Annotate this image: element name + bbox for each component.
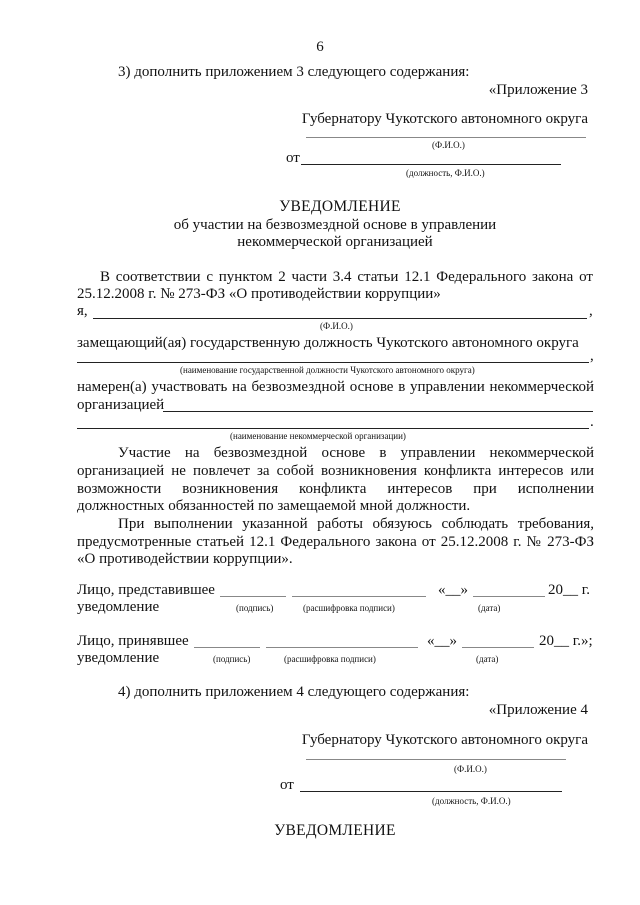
sig2-decoding-caption: (расшифровка подписи) [284, 654, 376, 664]
para2-line4: должностных обязанностей по замещаемой мной должности. [77, 498, 471, 514]
para2-line1: Участие на безвозмездной основе в управлении некоммерческой [118, 445, 594, 461]
sig2-month-line [462, 647, 534, 648]
comma-after-position: , [590, 348, 594, 364]
sig1-signature-caption: (подпись) [236, 603, 274, 613]
para1-line1: В соответствии с пунктом 2 части 3.4 статьи 12.1 Федерального закона от [100, 269, 593, 285]
from-label: от [286, 150, 300, 166]
occupying-position-text: замещающий(ая) государственную должность Чукотского автономного округа [77, 335, 579, 351]
sig2-label-line2: уведомление [77, 650, 160, 666]
notice-title: УВЕДОМЛЕНИЕ [279, 198, 401, 215]
sig1-decoding-caption: (расшифровка подписи) [303, 603, 395, 613]
sig2-decoding-line [266, 647, 418, 648]
item4-intro: 4) дополнить приложением 4 следующего содержания: [118, 684, 470, 700]
sig1-month-line [473, 596, 545, 597]
fio-caption-4: (Ф.И.О.) [454, 764, 487, 774]
org-input-line1 [163, 411, 593, 412]
notice-title-4: УВЕДОМЛЕНИЕ [274, 822, 396, 839]
intend-line2-label: организацией [77, 397, 165, 413]
sig2-date-caption: (дата) [476, 654, 499, 664]
para1-line2: 25.12.2008 г. № 273-ФЗ «О противодействии коррупции» [77, 286, 441, 302]
fio-line-4 [306, 759, 566, 760]
org-caption: (наименование некоммерческой организации) [230, 431, 406, 441]
appendix3-label: «Приложение 3 [488, 82, 588, 98]
addressee-governor: Губернатору Чукотского автономного округа [301, 111, 588, 127]
org-input-line2 [77, 428, 589, 429]
sig1-label-line2: уведомление [77, 599, 160, 615]
page-number: 6 [316, 39, 324, 55]
sig2-day: «__» [427, 633, 457, 649]
position-input-line [77, 362, 589, 363]
period-after-org: . [590, 414, 594, 430]
item3-intro: 3) дополнить приложением 3 следующего содержания: [118, 64, 470, 80]
from-line-4 [300, 791, 562, 792]
para3-line2: предусмотренные статьей 12.1 Федерального закона от 25.12.2008 г. № 273-ФЗ [77, 534, 594, 550]
fio-caption-2: (Ф.И.О.) [320, 321, 353, 331]
position-fio-caption-4: (должность, Ф.И.О.) [432, 796, 511, 806]
sig1-day: «__» [438, 582, 468, 598]
para3-line3: «О противодействии коррупции». [77, 551, 293, 567]
fio-line [306, 137, 586, 138]
para3-line1: При выполнении указанной работы обязуюсь соблюдать требования, [118, 516, 594, 532]
position-fio-caption: (должность, Ф.И.О.) [406, 168, 485, 178]
sig2-label-line1: Лицо, принявшее [77, 633, 189, 649]
para2-line3: возможности возникновения конфликта интересов при исполнении [77, 481, 594, 497]
sig1-year: 20__ г. [548, 582, 590, 598]
notice-subtitle-line1: об участии на безвозмездной основе в управлении [173, 217, 497, 233]
position-caption: (наименование государственной должности Чукотского автономного округа) [180, 365, 475, 375]
sig2-year: 20__ г.»; [539, 633, 593, 649]
sig1-signature-line [220, 596, 286, 597]
notice-subtitle-line2: некоммерческой организацией [237, 234, 433, 250]
from-line [301, 164, 561, 165]
sig1-decoding-line [292, 596, 426, 597]
para2-line2: организацией не повлечет за собой возникновения конфликта интересов или [77, 463, 594, 479]
intend-line1: намерен(а) участвовать на безвозмездной основе в управлении некоммерческой [77, 379, 594, 395]
sig1-date-caption: (дата) [478, 603, 501, 613]
addressee-governor-4: Губернатору Чукотского автономного округа [301, 732, 588, 748]
comma-after-fio: , [589, 303, 593, 319]
appendix4-label: «Приложение 4 [488, 702, 588, 718]
from-label-4: от [280, 777, 294, 793]
sig2-signature-caption: (подпись) [213, 654, 251, 664]
sig1-label-line1: Лицо, представившее [77, 582, 215, 598]
fio-input-line [93, 318, 587, 319]
fio-caption: (Ф.И.О.) [432, 140, 465, 150]
ya-label: я, [77, 303, 88, 319]
sig2-signature-line [194, 647, 260, 648]
